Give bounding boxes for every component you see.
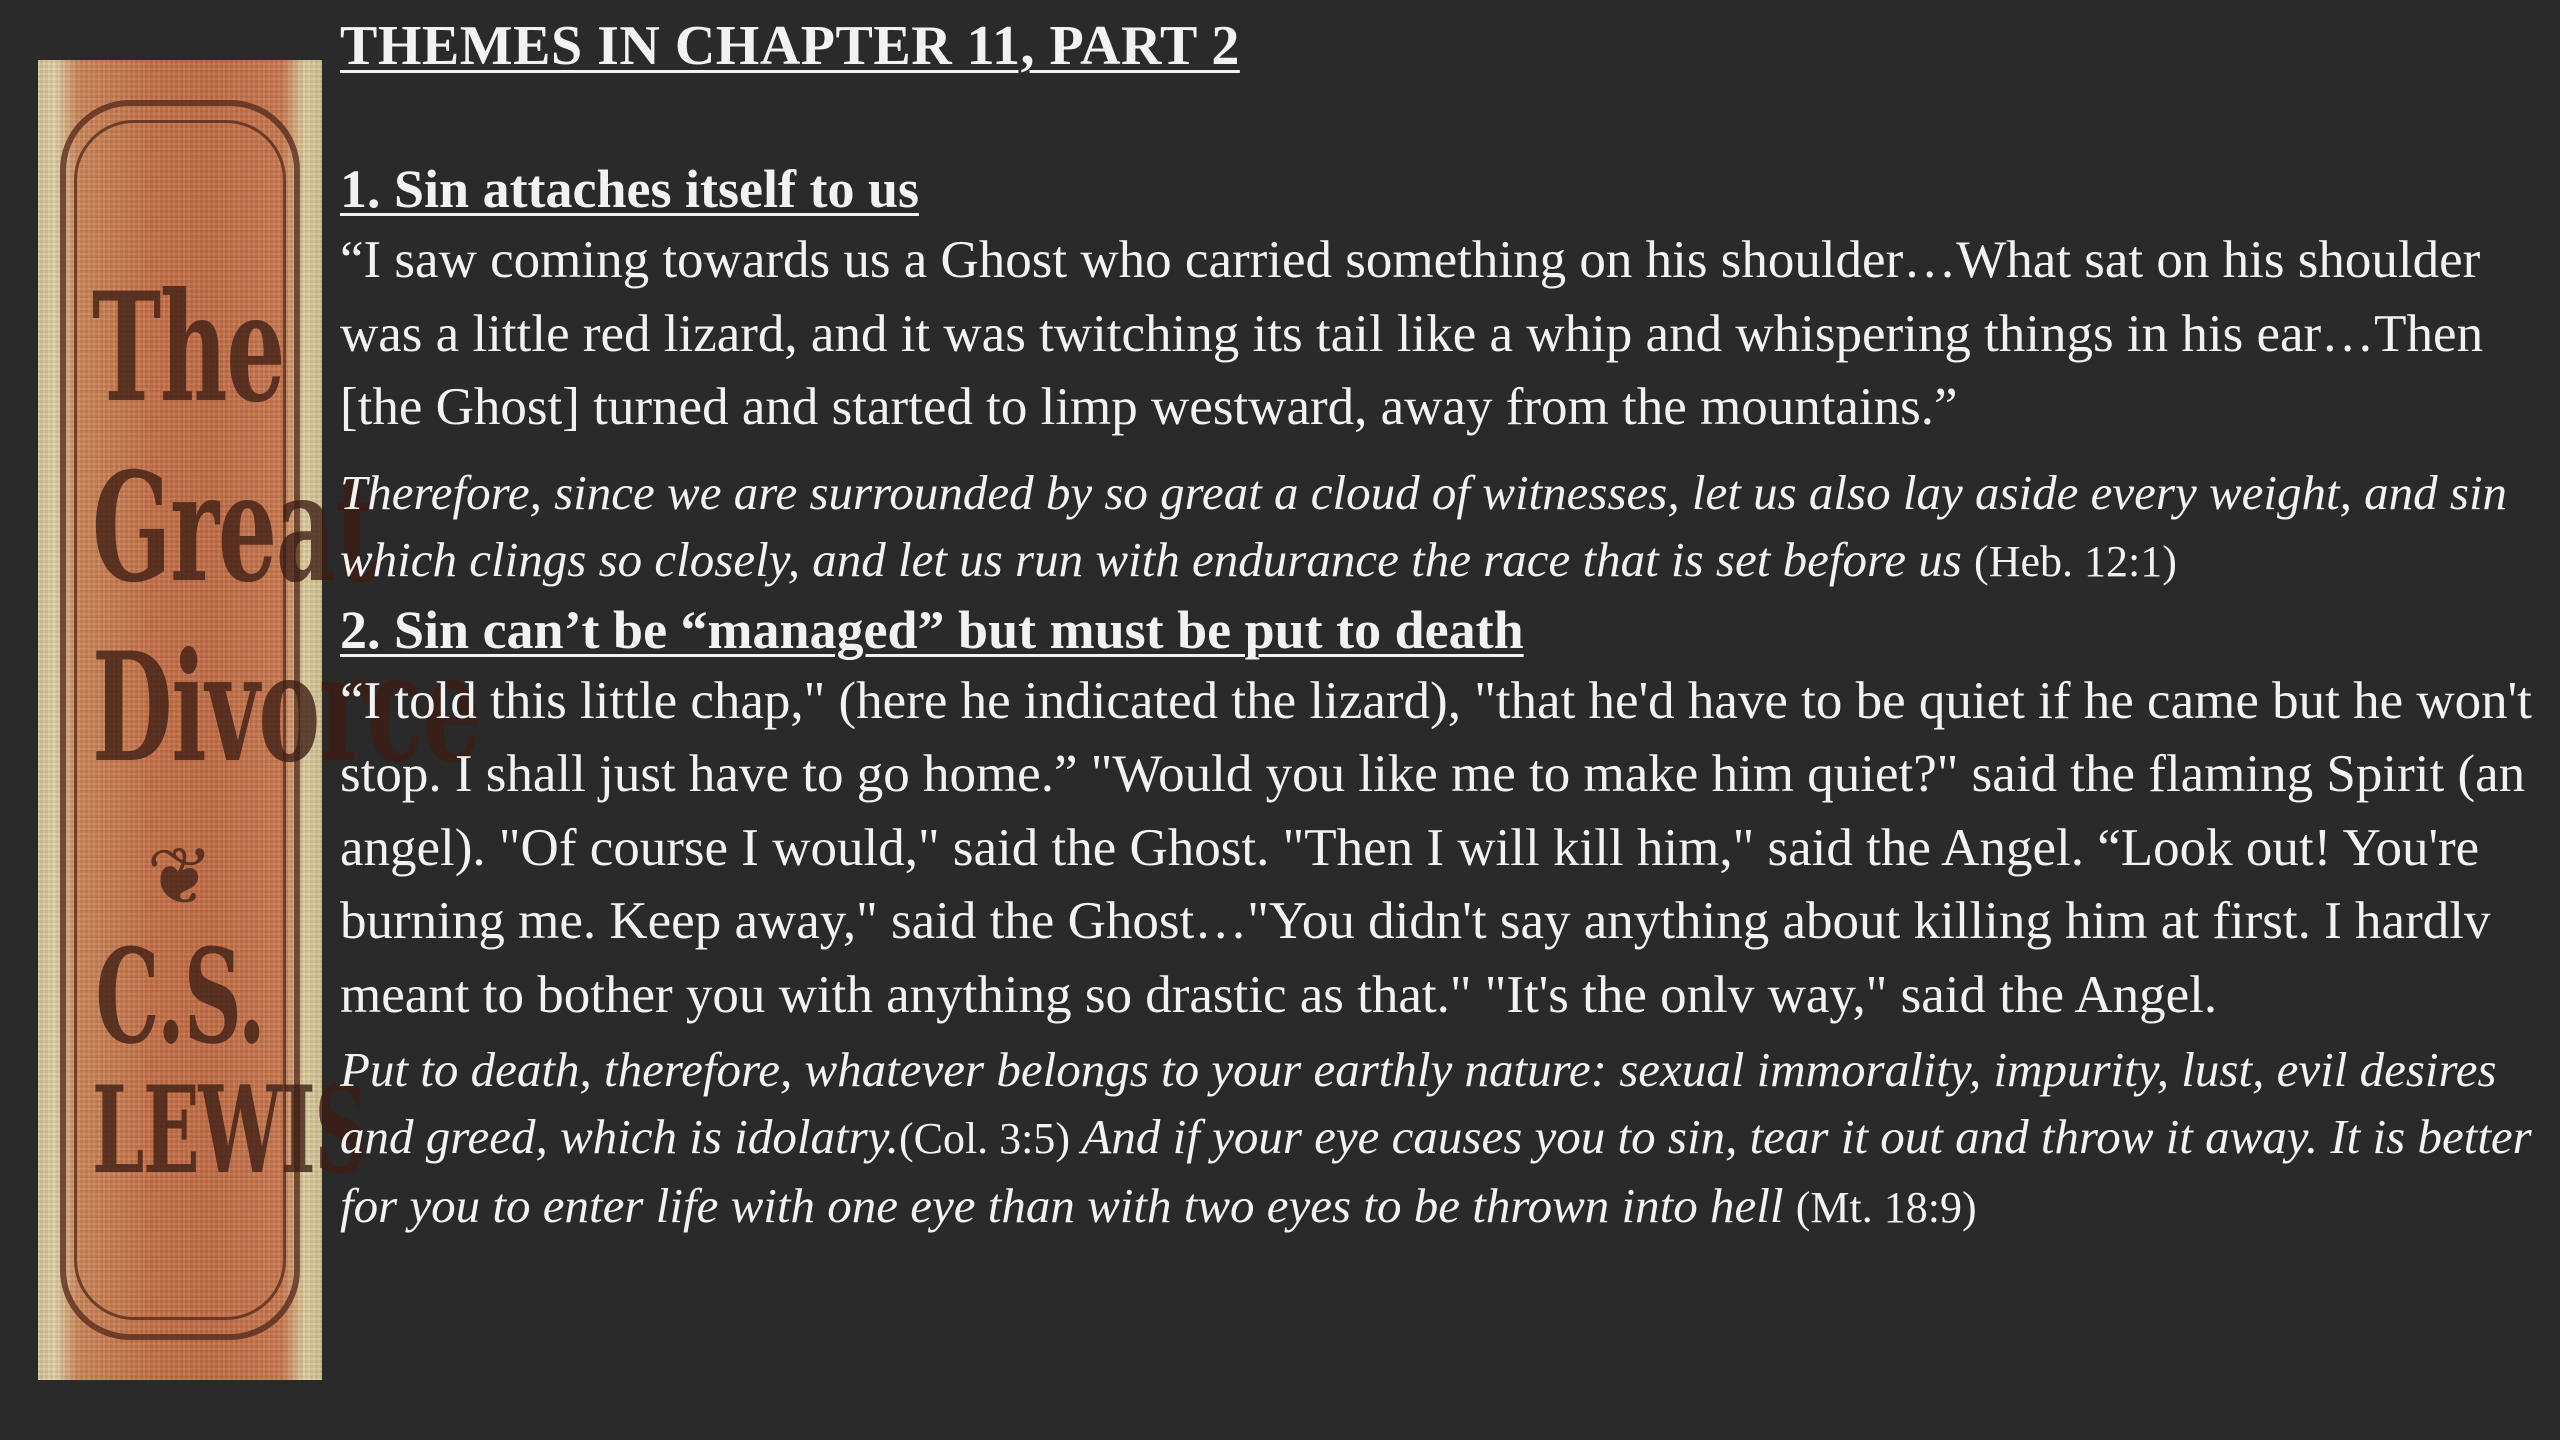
spine-title-line-3: Divorce xyxy=(91,620,481,796)
section-2-scripture xyxy=(340,1036,2540,1241)
section-1-scripture-ref: (Heb. 12:1) xyxy=(1974,536,2177,586)
spine-author-name: LEWIS xyxy=(91,1060,367,1201)
section-1-heading: 1. Sin attaches itself to us xyxy=(340,159,919,219)
section-2-scripture-b: And if your eye causes you to sin, tear it out and throw it away. It is better for you to enter life with one eye than with two eyes to be thrown into hell xyxy=(340,1109,2532,1233)
section-2-scripture-ref-b: (Mt. 18:9) xyxy=(1795,1183,1977,1232)
section-1-quote: “I saw coming towards us a Ghost who carried something on his shoulder…What sat on his shoulder was a little red lizard, and it was twitching its tail like a whip and whispering things in his ear…Then [the Ghost] turned and started to limp westward, away from the mountains.” xyxy=(340,231,2484,436)
slide-title: THEMES IN CHAPTER 11, PART 2 xyxy=(340,15,1240,77)
slide-content xyxy=(340,8,2540,1241)
section-2-scripture-a: Put to death, therefore, whatever belongs to your earthly nature: sexual immorality, impurity, lust, evil desires and greed, which is idolatry. xyxy=(340,1042,2497,1164)
section-1-scripture xyxy=(340,459,2540,595)
spine-title-line-2: Great xyxy=(91,440,377,616)
book-spine-image xyxy=(38,60,481,1380)
section-2-scripture-ref-a: (Col. 3:5) xyxy=(898,1114,1071,1163)
spine-ornament-icon: ❦ xyxy=(146,834,214,922)
section-2-quote: “I told this little chap," (here he indicated the lizard), "that he'd have to be quiet if he came but he won't stop. I shall just have to go home.” "Would you like me to make him quiet?" said the flaming Spirit (an angel). "Of course I would," said the Ghost. "Then I will kill him," said the Angel. “Look out! You're burning me. Keep away," said the Ghost…"You didn't say anything about killing him at first. I hardlv meant to bother you with anything so drastic as that." "It's the onlv way," said the Angel. xyxy=(340,671,2532,1024)
spine-author-initials: C.S. xyxy=(95,920,265,1073)
section-2-heading: 2. Sin can’t be “managed” but must be put to death xyxy=(340,599,1524,660)
spine-title-line-1: The xyxy=(91,260,285,436)
section-1-scripture-text: Therefore, since we are surrounded by so great a cloud of witnesses, let us also lay aside every weight, and sin which clings so closely, and let us run with endurance the race that is set before us xyxy=(340,464,2508,587)
